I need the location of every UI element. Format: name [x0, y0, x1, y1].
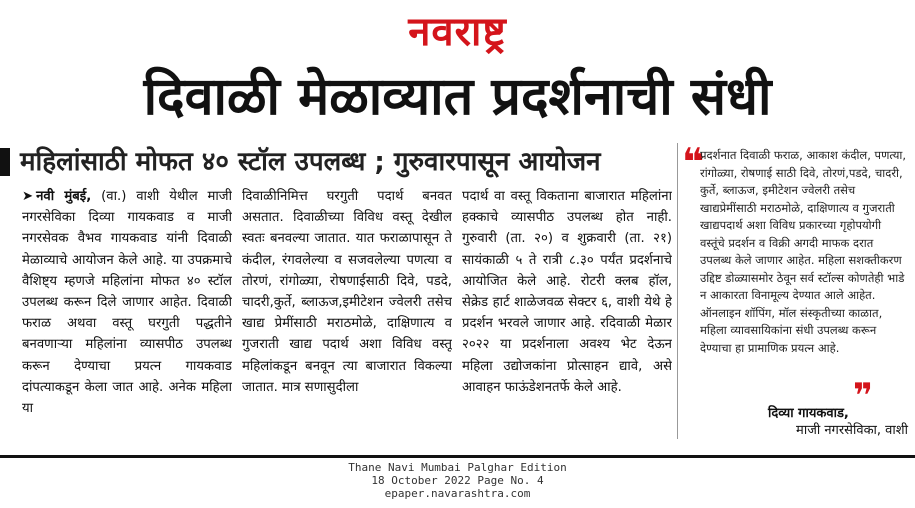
quote-author-role: माजी नगरसेविका, वाशी	[796, 423, 908, 438]
edition-date-page: 18 October 2022 Page No. 4	[371, 474, 544, 487]
bullet-arrow-icon: ➤	[22, 189, 34, 204]
close-quote-icon: ❞	[853, 376, 873, 416]
masthead	[0, 4, 915, 54]
open-quote-icon: ❝	[682, 140, 705, 184]
edition-info	[0, 461, 915, 500]
article-column-3	[462, 186, 672, 441]
headline: दिवाळी मेळाव्यात प्रदर्शनाची संधी	[143, 67, 772, 127]
edition-url: epaper.navarashtra.com	[384, 487, 531, 500]
subhead-marker	[0, 148, 10, 176]
article-text-1: (वा.) वाशी येथील माजी नगरसेविका दिव्या गायकवाड व माजी नगरसेवक वैभव गायकवाड यांनी दिवाळी मेळाव्याचे आयोजन केले आहे. या उपक्रमाचे वैशिष्ट्य म्हणजे महिलांना मोफत ४० स्टॉल उपलब्ध करून दिले जाणार आहेत. दिवाळी फराळ अथवा वस्तू घरगुती पद्धतीने बनवणाऱ्या महिलांना व्यासपीठ उपलब्ध करून देण्याचा प्रयत्न गायकवाड दांपत्याकडून केला जात आहे. अनेक महिला या	[22, 189, 232, 417]
footer-divider	[0, 455, 915, 458]
quote-text: प्रदर्शनात दिवाळी फराळ, आकाश कंदील, पणत्या, रांगोळ्या, रोषणाई साठी दिवे, तोरणं,पडदे, चादरी, कुर्ते, ब्लाऊज, इमीटेशन ज्वेलरी तसेच खाद्यप्रेमींसाठी मराठमोळे, दाक्षिणात्य व गुजराती खाद्यपदार्थ अशा विविध प्रकारच्या गृहोपयोगी वस्तूंचे प्रदर्शन व विक्री अगदी माफक दरात उपलब्ध केले जाणार आहेत. महिला सशक्तीकरण उद्दिष्ट डोळ्यासमोर ठेवून सर्व स्टॉल्स कोणतेही भाडे न आकारता विनामूल्य देण्यात आले आहेत. ऑनलाइन शॉपिंग, मॉल संस्कृतीच्या काळात, महिला व्यावसायिकांना संधी उपलब्ध करून देण्याचा हा प्रामाणिक प्रयत्न आहे.	[700, 148, 907, 355]
article-text-3: पदार्थ वा वस्तू विकताना बाजारात महिलांना हक्काचे व्यासपीठ उपलब्ध होत नाही. गुरुवारी (ता. २०) व शुक्रवारी (ता. २१) सायंकाळी ५ ते रात्री ८.३० पर्यंत प्रदर्शनाचे आयोजित केले आहे. रोटरी क्लब हॉल, सेक्रेड हार्ट शाळेजवळ सेक्टर ६, वाशी येथे हे प्रदर्शन भरवले जाणार आहे. रदिवाळी मेळार २०२२ या प्रदर्शनाला अवश्य भेट देऊन महिला उद्योजकांना प्रोत्साहन द्यावे, असे आवाहन फाऊंडेशनतर्फे केले आहे.	[462, 189, 672, 395]
article-text-2: दिवाळीनिमित्त घरगुती पदार्थ बनवत असतात. दिवाळीच्या विविध वस्तू देखील स्वतः बनवल्या जातात. यात फराळापासून ते कंदील, रंगवलेल्या व सजवलेल्या पणत्या व तोरणं, रांगोळ्या, रोषणाईसाठी दिवे, पडदे, चादरी,कुर्ते, ब्लाऊज,इमीटेशन ज्वेलरी तसेच खाद्य प्रेमींसाठी मराठमोळे, दाक्षिणात्य व गुजराती खाद्य पदार्थ अशा विविध वस्तू महिलांकडून बनवून त्या बाजारात विकल्या जातात. मात्र सणासुदीला	[242, 189, 452, 395]
dateline: नवी मुंबई,	[36, 189, 92, 204]
quote-box	[677, 140, 908, 439]
article-body	[22, 186, 672, 441]
edition-name: Thane Navi Mumbai Palghar Edition	[348, 461, 567, 474]
newspaper-logo: नवराष्ट्र	[408, 8, 507, 55]
article-column-1	[22, 186, 232, 441]
article-column-2	[242, 186, 452, 441]
quote-author: दिव्या गायकवाड,	[768, 406, 849, 421]
subheadline: महिलांसाठी मोफत ४० स्टॉल उपलब्ध ; गुरुवारपासून आयोजन	[20, 147, 601, 177]
